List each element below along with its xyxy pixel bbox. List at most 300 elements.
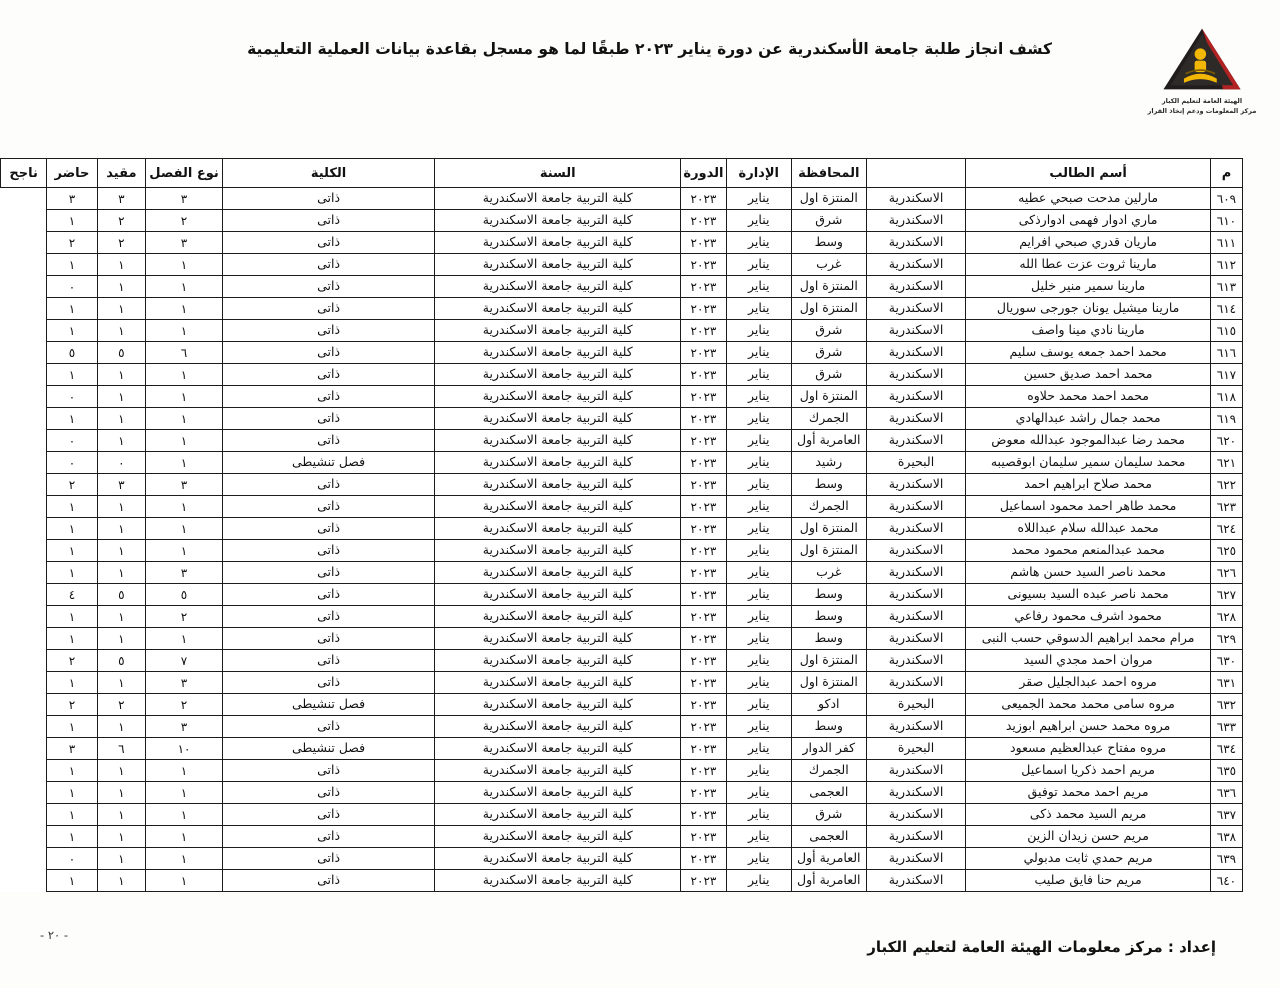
- cell-college: كلية التربية جامعة الاسكندرية: [435, 364, 681, 386]
- cell-enrolled: ١: [146, 254, 223, 276]
- cell-passed: ١: [47, 870, 97, 892]
- cell-name: مرام محمد ابراهيم الدسوقي حسب النبى: [966, 628, 1211, 650]
- cell-year: ٢٠٢٣: [681, 342, 727, 364]
- cell-session: يناير: [726, 188, 791, 210]
- cell-passed: ١: [47, 408, 97, 430]
- cell-year: ٢٠٢٣: [681, 782, 727, 804]
- header-passed: ناجح: [1, 159, 47, 188]
- cell-enrolled: ٢: [146, 606, 223, 628]
- cell-present: ١: [97, 672, 146, 694]
- table-row: [1, 694, 1243, 716]
- cell-college: كلية التربية جامعة الاسكندرية: [435, 276, 681, 298]
- cell-no: ٦١٠: [1210, 210, 1242, 232]
- cell-no: ٦٣٩: [1210, 848, 1242, 870]
- cell-college: كلية التربية جامعة الاسكندرية: [435, 826, 681, 848]
- cell-session: يناير: [726, 606, 791, 628]
- table-row: [1, 276, 1243, 298]
- cell-present: ٦: [97, 738, 146, 760]
- cell-year: ٢٠٢٣: [681, 452, 727, 474]
- cell-administration: وسط: [791, 628, 866, 650]
- cell-present: ١: [97, 298, 146, 320]
- cell-administration: المنتزة اول: [791, 672, 866, 694]
- cell-college: كلية التربية جامعة الاسكندرية: [435, 430, 681, 452]
- cell-year: ٢٠٢٣: [681, 584, 727, 606]
- cell-enrolled: ٣: [146, 562, 223, 584]
- cell-name: محمد احمد محمد حلاوه: [966, 386, 1211, 408]
- cell-administration: العجمى: [791, 826, 866, 848]
- cell-passed: ١: [47, 540, 97, 562]
- cell-present: ١: [97, 606, 146, 628]
- cell-class-type: ذاتى: [222, 628, 435, 650]
- cell-no: ٦٢٩: [1210, 628, 1242, 650]
- cell-year: ٢٠٢٣: [681, 518, 727, 540]
- cell-passed: ١: [47, 496, 97, 518]
- cell-class-type: ذاتى: [222, 496, 435, 518]
- cell-college: كلية التربية جامعة الاسكندرية: [435, 672, 681, 694]
- cell-name: مريم حمدي ثابت مدبولي: [966, 848, 1211, 870]
- cell-session: يناير: [726, 364, 791, 386]
- table-row: [1, 254, 1243, 276]
- cell-class-type: ذاتى: [222, 562, 435, 584]
- cell-enrolled: ١: [146, 760, 223, 782]
- cell-session: يناير: [726, 562, 791, 584]
- cell-college: كلية التربية جامعة الاسكندرية: [435, 848, 681, 870]
- cell-enrolled: ١: [146, 298, 223, 320]
- table-row: [1, 804, 1243, 826]
- cell-no: ٦١٧: [1210, 364, 1242, 386]
- cell-class-type: ذاتى: [222, 298, 435, 320]
- header-present: حاضر: [47, 159, 97, 188]
- table-row: [1, 342, 1243, 364]
- cell-administration: المنتزة اول: [791, 386, 866, 408]
- logo-caption: [1146, 97, 1258, 117]
- cell-administration: وسط: [791, 606, 866, 628]
- cell-name: محمد صلاح ابراهيم احمد: [966, 474, 1211, 496]
- cell-no: ٦٣٦: [1210, 782, 1242, 804]
- cell-class-type: ذاتى: [222, 540, 435, 562]
- cell-college: كلية التربية جامعة الاسكندرية: [435, 694, 681, 716]
- cell-governorate: الاسكندرية: [866, 408, 966, 430]
- table-row: [1, 518, 1243, 540]
- table-row: [1, 386, 1243, 408]
- cell-present: ٠: [97, 452, 146, 474]
- cell-passed: ٠: [47, 276, 97, 298]
- cell-year: ٢٠٢٣: [681, 232, 727, 254]
- cell-enrolled: ١: [146, 386, 223, 408]
- table-row: [1, 364, 1243, 386]
- cell-session: يناير: [726, 452, 791, 474]
- cell-governorate: الاسكندرية: [866, 276, 966, 298]
- footer-prepared-by: إعداد : مركز معلومات الهيئة العامة لتعليم الكبار: [867, 938, 1216, 956]
- cell-present: ١: [97, 430, 146, 452]
- cell-name: مريم حنا فايق صليب: [966, 870, 1211, 892]
- cell-session: يناير: [726, 672, 791, 694]
- cell-present: ١: [97, 628, 146, 650]
- cell-governorate: الاسكندرية: [866, 562, 966, 584]
- cell-college: كلية التربية جامعة الاسكندرية: [435, 716, 681, 738]
- cell-enrolled: ٢: [146, 694, 223, 716]
- students-achievement-table: [0, 158, 1243, 892]
- cell-session: يناير: [726, 408, 791, 430]
- cell-passed: ١: [47, 320, 97, 342]
- table-row: [1, 408, 1243, 430]
- cell-name: مروه احمد عبدالجليل صقر: [966, 672, 1211, 694]
- cell-governorate: الاسكندرية: [866, 672, 966, 694]
- cell-no: ٦١٥: [1210, 320, 1242, 342]
- cell-class-type: ذاتى: [222, 342, 435, 364]
- cell-enrolled: ١: [146, 628, 223, 650]
- cell-no: ٦٤٠: [1210, 870, 1242, 892]
- cell-name: محمد احمد جمعه يوسف سليم: [966, 342, 1211, 364]
- cell-present: ٣: [97, 188, 146, 210]
- cell-name: محمد سليمان سمير سليمان ابوقصيبه: [966, 452, 1211, 474]
- cell-governorate: الاسكندرية: [866, 232, 966, 254]
- cell-session: يناير: [726, 628, 791, 650]
- table-row: [1, 848, 1243, 870]
- cell-governorate: الاسكندرية: [866, 188, 966, 210]
- cell-administration: المنتزة اول: [791, 188, 866, 210]
- table-row: [1, 210, 1243, 232]
- cell-present: ٥: [97, 650, 146, 672]
- cell-session: يناير: [726, 430, 791, 452]
- cell-name: ماريان قدري صبحي افرايم: [966, 232, 1211, 254]
- cell-passed: ٢: [47, 694, 97, 716]
- cell-no: ٦١٨: [1210, 386, 1242, 408]
- cell-no: ٦٣٣: [1210, 716, 1242, 738]
- cell-no: ٦٢٥: [1210, 540, 1242, 562]
- cell-name: محمد عبدالمنعم محمود محمد: [966, 540, 1211, 562]
- table-row: [1, 232, 1243, 254]
- cell-passed: ٢: [47, 474, 97, 496]
- cell-administration: غرب: [791, 562, 866, 584]
- cell-enrolled: ٣: [146, 672, 223, 694]
- cell-governorate: البحيرة: [866, 694, 966, 716]
- header-year: السنة: [435, 159, 681, 188]
- cell-governorate: الاسكندرية: [866, 386, 966, 408]
- cell-name: مارينا سمير منير خليل: [966, 276, 1211, 298]
- cell-passed: ٢: [47, 232, 97, 254]
- cell-present: ١: [97, 364, 146, 386]
- cell-administration: المنتزة اول: [791, 298, 866, 320]
- table-row: [1, 430, 1243, 452]
- cell-no: ٦٣٤: [1210, 738, 1242, 760]
- cell-present: ١: [97, 848, 146, 870]
- cell-administration: شرق: [791, 210, 866, 232]
- cell-no: ٦١١: [1210, 232, 1242, 254]
- cell-no: ٦٣١: [1210, 672, 1242, 694]
- cell-no: ٦٢١: [1210, 452, 1242, 474]
- cell-administration: العامرية أول: [791, 848, 866, 870]
- cell-present: ١: [97, 562, 146, 584]
- cell-enrolled: ٥: [146, 584, 223, 606]
- table-row: [1, 870, 1243, 892]
- cell-college: كلية التربية جامعة الاسكندرية: [435, 408, 681, 430]
- footer-page-number: - ٢٠ -: [40, 928, 68, 942]
- cell-no: ٦٢٠: [1210, 430, 1242, 452]
- cell-college: كلية التربية جامعة الاسكندرية: [435, 584, 681, 606]
- cell-name: محمد رضا عبدالموجود عبدالله معوض: [966, 430, 1211, 452]
- cell-governorate: الاسكندرية: [866, 518, 966, 540]
- cell-administration: وسط: [791, 584, 866, 606]
- table-row: [1, 562, 1243, 584]
- cell-session: يناير: [726, 782, 791, 804]
- cell-no: ٦٢٣: [1210, 496, 1242, 518]
- cell-class-type: ذاتى: [222, 210, 435, 232]
- cell-name: محمد طاهر احمد محمود اسماعيل: [966, 496, 1211, 518]
- cell-present: ١: [97, 540, 146, 562]
- cell-college: كلية التربية جامعة الاسكندرية: [435, 320, 681, 342]
- cell-administration: رشيد: [791, 452, 866, 474]
- cell-enrolled: ١: [146, 430, 223, 452]
- cell-enrolled: ١: [146, 826, 223, 848]
- cell-governorate: الاسكندرية: [866, 298, 966, 320]
- cell-session: يناير: [726, 848, 791, 870]
- cell-session: يناير: [726, 386, 791, 408]
- cell-governorate: الاسكندرية: [866, 210, 966, 232]
- cell-present: ٢: [97, 210, 146, 232]
- cell-enrolled: ٣: [146, 188, 223, 210]
- cell-governorate: الاسكندرية: [866, 496, 966, 518]
- cell-session: يناير: [726, 232, 791, 254]
- cell-administration: وسط: [791, 474, 866, 496]
- cell-enrolled: ١: [146, 540, 223, 562]
- cell-name: محمود اشرف محمود رفاعي: [966, 606, 1211, 628]
- cell-class-type: ذاتى: [222, 254, 435, 276]
- cell-session: يناير: [726, 210, 791, 232]
- cell-passed: ١: [47, 210, 97, 232]
- cell-administration: كفر الدوار: [791, 738, 866, 760]
- cell-college: كلية التربية جامعة الاسكندرية: [435, 650, 681, 672]
- cell-college: كلية التربية جامعة الاسكندرية: [435, 386, 681, 408]
- cell-administration: شرق: [791, 342, 866, 364]
- table-row: [1, 826, 1243, 848]
- cell-year: ٢٠٢٣: [681, 540, 727, 562]
- cell-year: ٢٠٢٣: [681, 694, 727, 716]
- cell-year: ٢٠٢٣: [681, 430, 727, 452]
- pyramid-logo-icon: [1161, 77, 1243, 96]
- cell-college: كلية التربية جامعة الاسكندرية: [435, 210, 681, 232]
- cell-session: يناير: [726, 276, 791, 298]
- table-row: [1, 760, 1243, 782]
- cell-passed: ١: [47, 254, 97, 276]
- cell-session: يناير: [726, 738, 791, 760]
- cell-session: يناير: [726, 870, 791, 892]
- cell-present: ١: [97, 386, 146, 408]
- cell-administration: العجمى: [791, 782, 866, 804]
- cell-present: ٥: [97, 584, 146, 606]
- cell-governorate: الاسكندرية: [866, 606, 966, 628]
- header-no: م: [1210, 159, 1242, 188]
- table-row: [1, 672, 1243, 694]
- cell-passed: ٢: [47, 650, 97, 672]
- cell-college: كلية التربية جامعة الاسكندرية: [435, 804, 681, 826]
- cell-enrolled: ١٠: [146, 738, 223, 760]
- cell-present: ١: [97, 716, 146, 738]
- cell-administration: الجمرك: [791, 760, 866, 782]
- cell-college: كلية التربية جامعة الاسكندرية: [435, 628, 681, 650]
- cell-college: كلية التربية جامعة الاسكندرية: [435, 562, 681, 584]
- cell-class-type: ذاتى: [222, 760, 435, 782]
- cell-name: محمد ناصر عبده السيد بسيونى: [966, 584, 1211, 606]
- cell-enrolled: ١: [146, 870, 223, 892]
- cell-no: ٦٣٢: [1210, 694, 1242, 716]
- cell-year: ٢٠٢٣: [681, 496, 727, 518]
- cell-college: كلية التربية جامعة الاسكندرية: [435, 782, 681, 804]
- cell-session: يناير: [726, 760, 791, 782]
- cell-administration: وسط: [791, 232, 866, 254]
- cell-passed: ١: [47, 782, 97, 804]
- cell-passed: ١: [47, 804, 97, 826]
- cell-college: كلية التربية جامعة الاسكندرية: [435, 188, 681, 210]
- cell-enrolled: ١: [146, 276, 223, 298]
- table-row: [1, 188, 1243, 210]
- cell-passed: ٣: [47, 188, 97, 210]
- table-row: [1, 716, 1243, 738]
- cell-class-type: ذاتى: [222, 584, 435, 606]
- cell-no: ٦٢٨: [1210, 606, 1242, 628]
- cell-year: ٢٠٢٣: [681, 650, 727, 672]
- cell-enrolled: ١: [146, 408, 223, 430]
- table-row: [1, 298, 1243, 320]
- cell-enrolled: ٦: [146, 342, 223, 364]
- cell-present: ٥: [97, 342, 146, 364]
- cell-name: مارينا ثروت عزت عطا الله: [966, 254, 1211, 276]
- cell-class-type: ذاتى: [222, 386, 435, 408]
- cell-no: ٦٢٦: [1210, 562, 1242, 584]
- cell-name: محمد جمال راشد عبدالهادي: [966, 408, 1211, 430]
- cell-governorate: الاسكندرية: [866, 716, 966, 738]
- cell-name: محمد عبدالله سلام عبداللاه: [966, 518, 1211, 540]
- cell-present: ١: [97, 782, 146, 804]
- cell-enrolled: ١: [146, 496, 223, 518]
- cell-name: مروه سامى محمد محمد الجميعى: [966, 694, 1211, 716]
- cell-name: مارينا ميشيل يونان جورجى سوريال: [966, 298, 1211, 320]
- cell-year: ٢٠٢٣: [681, 408, 727, 430]
- cell-class-type: ذاتى: [222, 364, 435, 386]
- cell-present: ١: [97, 408, 146, 430]
- cell-no: ٦٠٩: [1210, 188, 1242, 210]
- cell-present: ١: [97, 320, 146, 342]
- cell-passed: ٥: [47, 342, 97, 364]
- cell-administration: المنتزة اول: [791, 518, 866, 540]
- cell-name: محمد احمد صديق حسين: [966, 364, 1211, 386]
- cell-class-type: ذاتى: [222, 518, 435, 540]
- table-row: [1, 320, 1243, 342]
- cell-administration: العامرية أول: [791, 430, 866, 452]
- cell-governorate: الاسكندرية: [866, 474, 966, 496]
- table-row: [1, 738, 1243, 760]
- cell-enrolled: ١: [146, 364, 223, 386]
- table-row: [1, 452, 1243, 474]
- cell-session: يناير: [726, 584, 791, 606]
- cell-session: يناير: [726, 342, 791, 364]
- cell-governorate: الاسكندرية: [866, 760, 966, 782]
- cell-passed: ١: [47, 364, 97, 386]
- cell-no: ٦١٦: [1210, 342, 1242, 364]
- cell-governorate: البحيرة: [866, 452, 966, 474]
- cell-college: كلية التربية جامعة الاسكندرية: [435, 518, 681, 540]
- cell-passed: ١: [47, 760, 97, 782]
- cell-administration: شرق: [791, 364, 866, 386]
- cell-present: ٢: [97, 694, 146, 716]
- cell-name: مروه محمد حسن ابراهيم ابوزيد: [966, 716, 1211, 738]
- table-body: [1, 188, 1243, 892]
- header-administration: الإدارة: [726, 159, 791, 188]
- cell-college: كلية التربية جامعة الاسكندرية: [435, 232, 681, 254]
- header-student-name: أسم الطالب: [966, 159, 1211, 188]
- cell-session: يناير: [726, 254, 791, 276]
- cell-passed: ١: [47, 716, 97, 738]
- table-row: [1, 474, 1243, 496]
- cell-no: ٦١٣: [1210, 276, 1242, 298]
- cell-governorate: الاسكندرية: [866, 430, 966, 452]
- cell-college: كلية التربية جامعة الاسكندرية: [435, 760, 681, 782]
- cell-class-type: ذاتى: [222, 430, 435, 452]
- cell-administration: وسط: [791, 716, 866, 738]
- cell-enrolled: ١: [146, 518, 223, 540]
- header-enrolled: مقيد: [97, 159, 146, 188]
- cell-session: يناير: [726, 716, 791, 738]
- cell-administration: الجمرك: [791, 496, 866, 518]
- cell-year: ٢٠٢٣: [681, 870, 727, 892]
- cell-administration: ادكو: [791, 694, 866, 716]
- cell-year: ٢٠٢٣: [681, 386, 727, 408]
- cell-class-type: ذاتى: [222, 474, 435, 496]
- cell-year: ٢٠٢٣: [681, 254, 727, 276]
- cell-administration: غرب: [791, 254, 866, 276]
- cell-no: ٦٣٧: [1210, 804, 1242, 826]
- cell-college: كلية التربية جامعة الاسكندرية: [435, 606, 681, 628]
- cell-year: ٢٠٢٣: [681, 716, 727, 738]
- cell-class-type: ذاتى: [222, 870, 435, 892]
- cell-class-type: ذاتى: [222, 782, 435, 804]
- cell-session: يناير: [726, 496, 791, 518]
- cell-governorate: الاسكندرية: [866, 254, 966, 276]
- cell-governorate: الاسكندرية: [866, 826, 966, 848]
- cell-passed: ٠: [47, 452, 97, 474]
- cell-class-type: ذاتى: [222, 716, 435, 738]
- cell-passed: ١: [47, 518, 97, 540]
- cell-year: ٢٠٢٣: [681, 804, 727, 826]
- cell-name: مريم حسن زيدان الزين: [966, 826, 1211, 848]
- cell-name: مارينا نادي مينا واصف: [966, 320, 1211, 342]
- cell-no: ٦١٩: [1210, 408, 1242, 430]
- cell-administration: العامرية أول: [791, 870, 866, 892]
- table-row: [1, 628, 1243, 650]
- cell-class-type: ذاتى: [222, 848, 435, 870]
- cell-name: ماري ادوار فهمى ادوارذكى: [966, 210, 1211, 232]
- table-row: [1, 782, 1243, 804]
- cell-year: ٢٠٢٣: [681, 298, 727, 320]
- cell-passed: ١: [47, 628, 97, 650]
- cell-governorate: الاسكندرية: [866, 782, 966, 804]
- cell-year: ٢٠٢٣: [681, 210, 727, 232]
- cell-governorate: الاسكندرية: [866, 320, 966, 342]
- cell-enrolled: ١: [146, 848, 223, 870]
- cell-passed: ٤: [47, 584, 97, 606]
- cell-session: يناير: [726, 474, 791, 496]
- cell-passed: ١: [47, 562, 97, 584]
- cell-class-type: ذاتى: [222, 408, 435, 430]
- table-row: [1, 650, 1243, 672]
- cell-no: ٦٢٧: [1210, 584, 1242, 606]
- logo-caption-line1: الهيئة العامة لتعليم الكبار: [1161, 97, 1243, 105]
- cell-college: كلية التربية جامعة الاسكندرية: [435, 540, 681, 562]
- cell-name: مروه مفتاح عبدالعظيم مسعود: [966, 738, 1211, 760]
- cell-class-type: ذاتى: [222, 232, 435, 254]
- cell-present: ١: [97, 518, 146, 540]
- cell-year: ٢٠٢٣: [681, 276, 727, 298]
